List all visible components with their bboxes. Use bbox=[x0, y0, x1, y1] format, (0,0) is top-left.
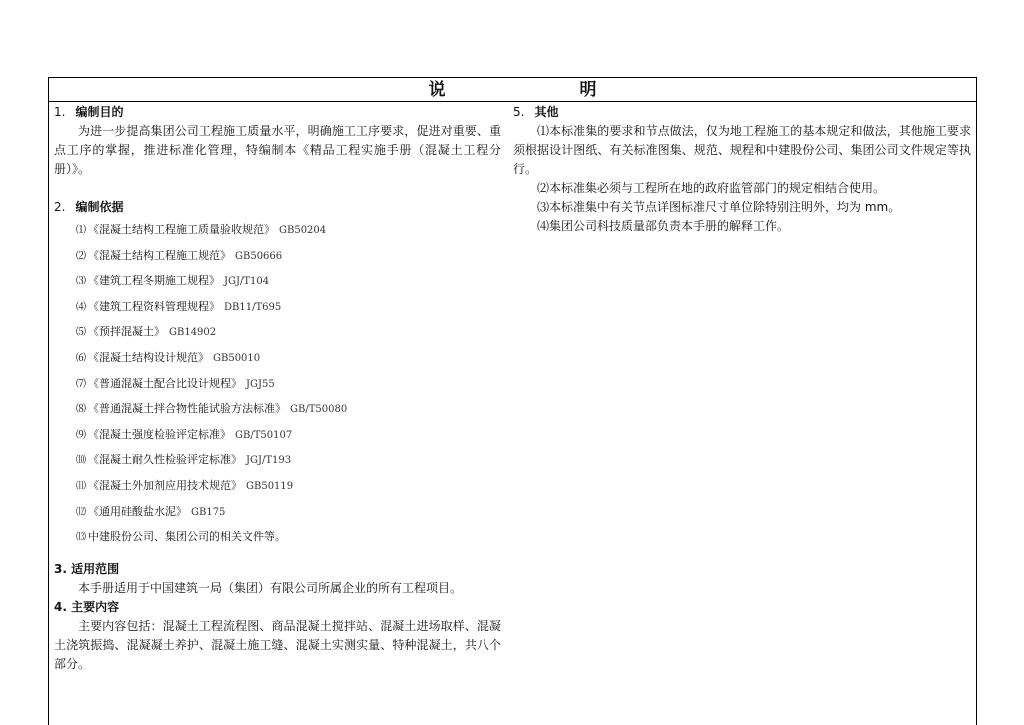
ref-name: 《混凝土强度检验评定标准》 bbox=[88, 427, 231, 441]
section3-text: 本手册适用于中国建筑一局（集团）有限公司所属企业的所有工程项目。 bbox=[78, 580, 463, 595]
ref-code: JGJ/T104 bbox=[224, 276, 270, 288]
ref-index: ⑺ bbox=[76, 378, 86, 390]
ref-index: ⑾ bbox=[76, 480, 86, 492]
section1-heading bbox=[54, 103, 501, 122]
ref-code: JGJ55 bbox=[246, 378, 275, 390]
ref-name: 《混凝土耐久性检验评定标准》 bbox=[88, 453, 242, 467]
title-row bbox=[49, 78, 976, 102]
ref-index: ⑿ bbox=[76, 506, 86, 518]
ref-name: 《普通混凝土拌合物性能试验方法标准》 bbox=[88, 402, 286, 416]
section4-heading: 4. 主要内容 bbox=[54, 599, 120, 614]
ref-name: 《混凝土结构设计规范》 bbox=[88, 350, 209, 364]
section1-title: 编制目的 bbox=[75, 105, 124, 119]
reference-item bbox=[54, 243, 501, 269]
reference-item bbox=[54, 371, 501, 397]
ref-code: GB50119 bbox=[246, 480, 294, 492]
spacer bbox=[54, 550, 501, 560]
section5-item-2: ⑵本标准集必须与工程所在地的政府监管部门的规定相结合使用。 bbox=[537, 181, 886, 195]
section4-text: 主要内容包括：混凝土工程流程图、商品混凝土搅拌站、混凝土进场取样、混凝土浇筑振捣、混凝凝土养护、混凝土施工缝、混凝土实测实量、特种混凝土，共八个部分。 bbox=[54, 618, 501, 671]
ref-name: 《通用硅酸盐水泥》 bbox=[88, 504, 187, 518]
ref-index: ⑹ bbox=[76, 352, 86, 364]
reference-item bbox=[54, 319, 501, 345]
ref-code: GB50010 bbox=[213, 352, 261, 364]
reference-item bbox=[54, 447, 501, 473]
ref-code: GB14902 bbox=[169, 327, 217, 339]
section5-title: 其他 bbox=[534, 105, 559, 119]
reference-item bbox=[54, 422, 501, 448]
ref-index: ⑷ bbox=[76, 301, 86, 313]
section2-number: 2. bbox=[54, 200, 66, 214]
section2-title: 编制依据 bbox=[75, 200, 124, 214]
right-column bbox=[513, 103, 971, 236]
left-column bbox=[54, 103, 501, 674]
ref-code: GB/T50080 bbox=[290, 404, 348, 416]
ref-name: 《建筑工程资料管理规程》 bbox=[88, 299, 220, 313]
section5-item-1: ⑴本标准集的要求和节点做法，仅为地工程施工的基本规定和做法，其他施工要求须根据设计图纸、有关标准图集、规范、规程和中建股份公司、集团公司文件规定等执行。 bbox=[513, 124, 971, 176]
reference-item bbox=[54, 396, 501, 422]
page-title: 说 明 bbox=[428, 80, 661, 100]
section1-number: 1. bbox=[54, 105, 66, 119]
reference-item bbox=[54, 345, 501, 371]
reference-item bbox=[54, 217, 501, 243]
ref-name: 《预拌混凝土》 bbox=[88, 325, 165, 339]
reference-item bbox=[54, 473, 501, 499]
section5-item-4: ⑷集团公司科技质量部负责本手册的解释工作。 bbox=[537, 219, 790, 233]
ref-name: 《建筑工程冬期施工规程》 bbox=[88, 274, 220, 288]
ref-code: GB/T50107 bbox=[235, 429, 293, 441]
ref-index: ⑵ bbox=[76, 250, 86, 262]
section1-text: 为进一步提高集团公司工程施工质量水平，明确施工工序要求，促进对重要、重点工序的掌握，推进标准化管理，特编制本《精品工程实施手册（混凝土工程分册）》。 bbox=[54, 124, 501, 176]
section5-heading bbox=[513, 103, 971, 122]
ref-code: GB175 bbox=[191, 506, 226, 518]
ref-index: ⒀ bbox=[76, 532, 86, 544]
ref-index: ⑻ bbox=[76, 404, 86, 416]
section2-heading bbox=[54, 198, 501, 217]
ref-index: ⑽ bbox=[76, 455, 86, 467]
reference-item bbox=[54, 268, 501, 294]
ref-name: 《普通混凝土配合比设计规程》 bbox=[88, 376, 242, 390]
reference-item bbox=[54, 524, 501, 550]
ref-index: ⑶ bbox=[76, 276, 86, 288]
ref-code: GB50204 bbox=[279, 225, 327, 236]
ref-name: 《混凝土结构工程施工规范》 bbox=[88, 248, 231, 262]
reference-item bbox=[54, 294, 501, 320]
spacer bbox=[54, 179, 501, 198]
section3-heading: 3. 适用范围 bbox=[54, 561, 120, 576]
ref-code: GB50666 bbox=[235, 250, 283, 262]
ref-index: ⑸ bbox=[76, 327, 86, 339]
ref-code: JGJ/T193 bbox=[246, 455, 292, 467]
reference-list bbox=[54, 217, 501, 550]
ref-code: DB11/T695 bbox=[224, 301, 282, 313]
section5-number: 5. bbox=[513, 105, 525, 119]
ref-index: ⑴ bbox=[76, 225, 86, 236]
section5-item-3: ⑶本标准集中有关节点详图标准尺寸单位除特别注明外，均为 mm。 bbox=[537, 200, 901, 214]
ref-index: ⑼ bbox=[76, 429, 86, 441]
ref-name: 《混凝土结构工程施工质量验收规范》 bbox=[88, 223, 275, 236]
instructions-sheet bbox=[48, 77, 977, 725]
reference-item bbox=[54, 499, 501, 525]
ref-name: 《混凝土外加剂应用技术规范》 bbox=[88, 478, 242, 492]
ref-name: 中建股份公司、集团公司的相关文件等。 bbox=[88, 530, 286, 544]
